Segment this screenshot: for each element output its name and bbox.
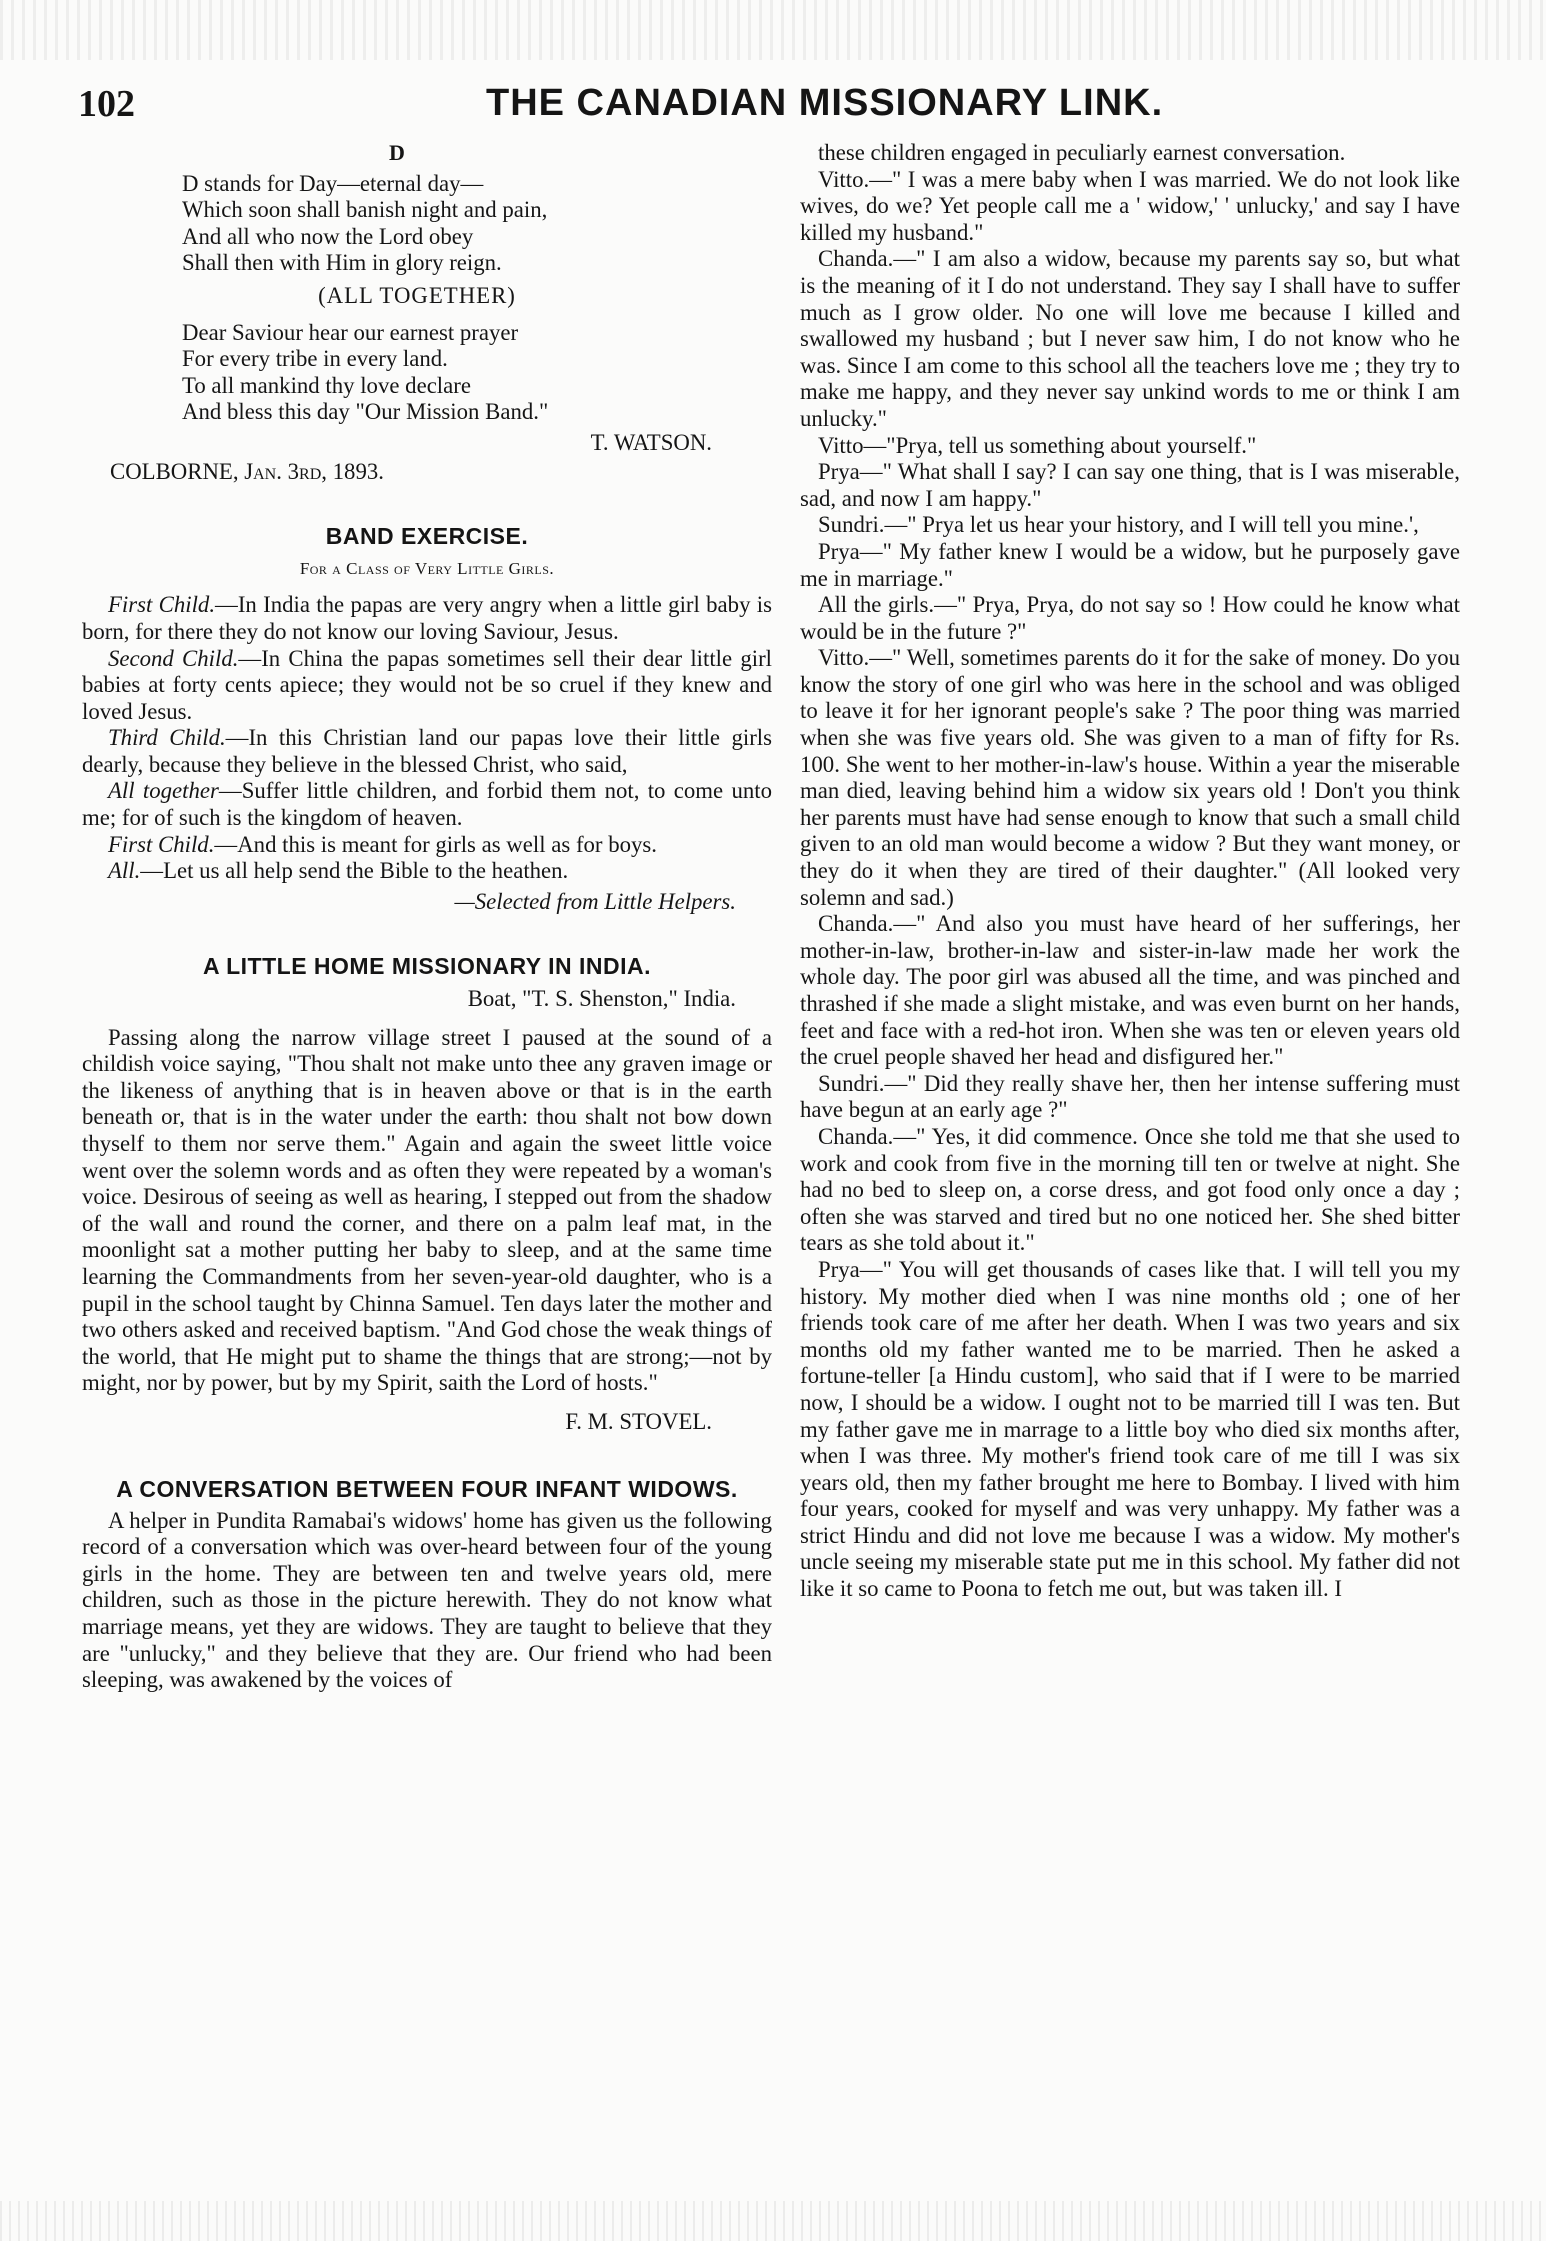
verse-line: For every tribe in every land. (182, 346, 448, 372)
little-home-author: F. M. STOVEL. (565, 1408, 712, 1434)
little-home-dateline: Boat, "T. S. Shenston," India. (467, 986, 736, 1012)
verse-line: To all mankind thy love declare (182, 372, 471, 398)
journal-title: THE CANADIAN MISSIONARY LINK. (486, 82, 1164, 124)
part-text: —Suffer little children, and forbid them not, to come unto me; for of such is the kingdom of heaven. (82, 778, 772, 831)
conversation-paragraph: Chanda.—" And also you must have heard of her sufferings, her mother-in-law, brother-in-law and sister-in-law made her work the whole day. The poor girl was abused all the time, and was pinched and thrashed if she made a slight mistake, and was even burnt on her hands, feet and face with a red-hot iron. When she was ten or eleven years old the cruel people shaved her head and disfigured her." (800, 911, 1460, 1070)
band-exercise-title: BAND EXERCISE. (325, 523, 529, 550)
conversation-paragraph: Vitto.—" I was a mere baby when I was married. We do not look like wives, do we? Yet people call me a ' widow,' ' unlucky,' and say I have killed my husband." (800, 166, 1460, 245)
conversation-paragraph: Sundri.—" Prya let us hear your history, and I will tell you mine.', (818, 512, 1419, 538)
exercise-source: —Selected from Little Helpers. (454, 888, 736, 914)
conversation-paragraph: Chanda.—" Yes, it did commence. Once she told me that she used to work and cook from five in the morning till ten or twelve at night. She had no bed to sleep on, a corse dress, and got food only once a day ; often she was starved and tired but no one noticed her. She shed bitter tears as she told about it." (800, 1123, 1460, 1256)
band-exercise-subtitle: For a Class of Very Little Girls. (299, 558, 555, 578)
all-together-label: (ALL TOGETHER) (318, 282, 516, 308)
page-number: 102 (78, 83, 135, 125)
part-text: —In India the papas are very angry when a little girl baby is born, for there they do not know our loving Saviour, Jesus. (82, 592, 772, 644)
verse-line: And bless this day "Our Mission Band." (182, 399, 549, 425)
left-column (82, 140, 772, 1694)
conversation-paragraph: Vitto.—" Well, sometimes parents do it for the sake of money. Do you know the story of one girl who was here in the school and was obliged to leave it for her ignorant people's sake ? The poor thing was married when she was five years old. She was given to a man of fifty for Rs. 100. She went to her mother-in-law's house. Within a year the miserable man died, leaving behind him a widow six years old ! Don't you think her parents must have had sense enough to know that such a small child given to an old man would become a widow ? But they want money, or they do it when they are tired of their daughter." (All looked very solemn and sad.) (800, 645, 1460, 910)
conversation-intro: A helper in Pundita Ramabai's widows' home has given us the following record of a conversation which was over-heard between four of the young girls in the home. They are between ten and twelve years old, mere children, such as those in the picture herewith. They do not know what marriage means, yet they are widows. They are taught to believe that they are "unlucky," and they believe that they are. Our friend who had been sleeping, was awakened by the voices of (82, 1507, 772, 1693)
exercise-part (82, 725, 772, 778)
exercise-part (82, 592, 772, 645)
scan-noise-top (0, 0, 1546, 60)
part-text: —Let us all help send the Bible to the heathen. (140, 858, 569, 884)
conversation-paragraph: All the girls.—" Prya, Prya, do not say so ! How could he know what would be in the future ?" (800, 592, 1460, 644)
poem-author: T. WATSON. (590, 429, 712, 455)
exercise-part (82, 832, 772, 859)
conversation-paragraph: Sundri.—" Did they really shave her, then her intense suffering must have begun at an early age ?" (800, 1070, 1460, 1123)
scan-noise-bottom (0, 2201, 1546, 2241)
poem-stanza-1 (82, 171, 772, 277)
part-text: —In this Christian land our papas love their little girls dearly, because they believe in the blessed Christ, who said, (82, 725, 772, 777)
conversation-paragraph: Prya—" My father knew I would be a widow, but he purposely gave me in marriage." (800, 538, 1460, 591)
speaker: First Child. (108, 831, 215, 857)
speaker: Second Child. (108, 645, 239, 671)
little-home-body: Passing along the narrow village street I paused at the sound of a childish voice saying, "Thou shalt not make unto thee any graven image or the likeness of anything that is in heaven above or that is in the earth beneath or, that is in the water under the earth: thou shalt not bow down thyself to them nor serve them." Again and again the sweet little voice went over the solemn words and as often they were repeated by a woman's voice. Desirous of seeing as well as hearing, I stepped out from the shadow of the wall and round the corner, and there on a palm leaf mat, in the moonlight sat a mother putting her baby to sleep, and at the same time learning the Commandments from her seven-year-old daughter, who is a pupil in the school taught by Chinna Samuel. Ten days later the mother and two others asked and received baptism. "And God chose the weak things of the world, that He might put to shame the things that are strong;—not by might, nor by power, but by my Spirit, saith the Lord of hosts." (82, 1024, 772, 1396)
exercise-part (82, 858, 772, 885)
part-text: —In China the papas sometimes sell their dear little girl babies at forty cents apiece; they would not be so cruel if they knew and loved Jesus. (82, 645, 772, 724)
conversation-title: A CONVERSATION BETWEEN FOUR INFANT WIDOWS. (116, 1475, 738, 1502)
verse-line: Dear Saviour hear our earnest prayer (182, 319, 519, 345)
speaker: First Child. (108, 592, 216, 618)
verse-line: And all who now the Lord obey (182, 223, 474, 249)
conversation-paragraph: Vitto—"Prya, tell us something about yourself." (818, 432, 1257, 458)
right-column (800, 140, 1460, 1603)
conversation-paragraph: Prya—" You will get thousands of cases like that. I will tell you my history. My mother died when I was nine months old ; one of her friends took care of me after her death. When I was two years and six months old my father wanted me to be married. Then he asked a fortune-teller [a Hindu custom], who said that if I were to be married now, I should be a widow. I ought not to be married till I was ten. But my father gave me in marrage to a little boy who died six months after, when I was three. My mother's friend took care of me till I was six years old, then my father brought me here to Bombay. I lived with him four years, cooked for myself and was very unhappy. My father was a strict Hindu and did not love me because I was a widow. My mother's uncle seeing my miserable state put me in this school. My father did not like it so came to Poona to fetch me out, but was taken ill. I (800, 1256, 1460, 1602)
verse-line: Shall then with Him in glory reign. (182, 250, 502, 276)
verse-line: Which soon shall banish night and pain, (182, 197, 548, 223)
speaker: All. (108, 858, 141, 884)
verse-line: D stands for Day—eternal day— (182, 170, 484, 196)
conversation-continuation: these children engaged in peculiarly earnest conversation. (818, 140, 1346, 165)
poem-letter: D (389, 140, 405, 165)
little-home-title: A LITTLE HOME MISSIONARY IN INDIA. (202, 953, 652, 980)
conversation-paragraph: Chanda.—" I am also a widow, because my parents say so, but what is the meaning of it I do not understand. They say I shall have to suffer much as I grow older. No one will love me because I killed and swallowed my husband ; but I never saw him, I do not know who he was. Since I am come to this school all the teachers love me ; they try to make me happy, and they never say unkind words to me or think I am unlucky." (800, 246, 1460, 431)
poem-place-date: COLBORNE, Jan. 3rd, 1893. (110, 458, 384, 484)
speaker: All together (108, 778, 219, 804)
page-header (78, 82, 1498, 134)
exercise-part (82, 778, 772, 831)
exercise-part (82, 646, 772, 726)
poem-stanza-2 (82, 320, 772, 426)
part-text: —And this is meant for girls as well as for boys. (214, 831, 657, 857)
conversation-paragraph: Prya—" What shall I say? I can say one thing, that is I was miserable, sad, and now I am happy." (800, 459, 1460, 511)
speaker: Third Child. (108, 725, 226, 751)
